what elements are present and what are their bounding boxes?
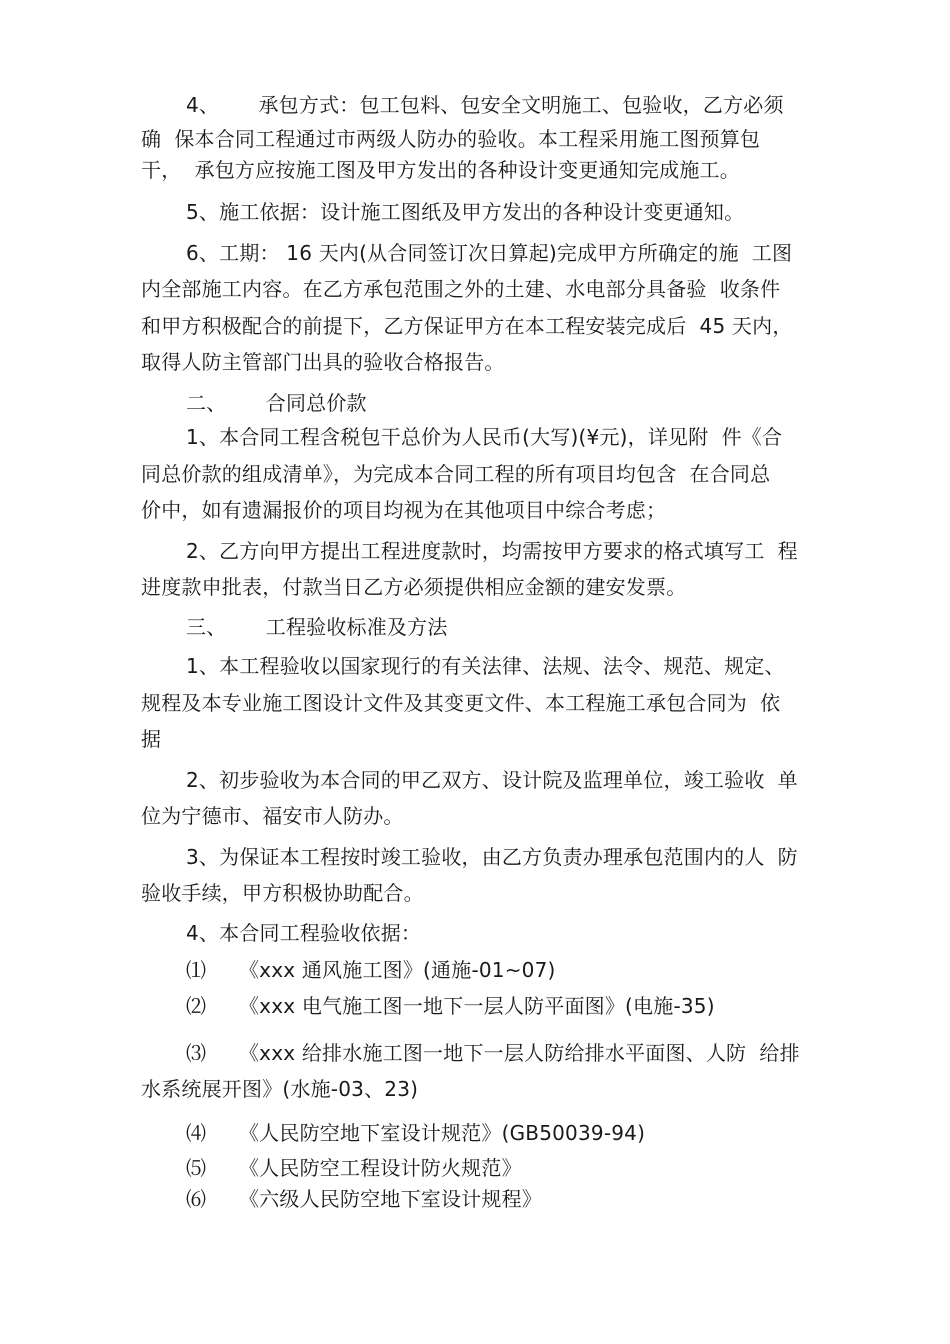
clause-4-line-3: 干， 承包方应按施工图及甲方发出的各种设计变更通知完成施工。 [141, 158, 740, 182]
section-3-item-3-line-2: 验收手续，甲方积极协助配合。 [141, 881, 424, 905]
section-2-item-1-line-3: 价中，如有遗漏报价的项目均视为在其他项目中综合考虑； [141, 498, 667, 522]
section-2-item-1-line-1: 1、本合同工程含税包干总价为人民币(大写)(¥元)，详见附 件《合 [186, 425, 783, 449]
section-3-item-1-line-2: 规程及本专业施工图设计文件及其变更文件、本工程施工承包合同为 依 [141, 691, 781, 715]
section-3-item-1-line-1: 1、本工程验收以国家现行的有关法律、法规、法令、规范、规定、 [186, 654, 785, 678]
clause-6-line-1: 6、工期： 16 天内(从合同签订次日算起)完成甲方所确定的施 工图 [186, 241, 793, 265]
section-2-item-2-line-2: 进度款申批表，付款当日乙方必须提供相应金额的建安发票。 [141, 575, 687, 599]
section-3-item-2-line-2: 位为宁德市、福安市人防办。 [141, 804, 404, 828]
section-3-item-3-line-1: 3、为保证本工程按时竣工验收，由乙方负责办理承包范围内的人 防 [186, 845, 798, 869]
section-3-heading: 三、 工程验收标准及方法 [186, 615, 448, 639]
basis-item-3-line-1: ⑶ 《xxx 给排水施工图一地下一层人防给排水平面图、人防 给排 [186, 1041, 800, 1065]
basis-item-2: ⑵ 《xxx 电气施工图一地下一层人防平面图》(电施-35) [186, 994, 715, 1018]
basis-item-6: ⑹ 《六级人民防空地下室设计规程》 [186, 1187, 542, 1211]
clause-4-line-2: 确 保本合同工程通过市两级人防办的验收。本工程采用施工图预算包 [141, 127, 761, 151]
clause-6-line-4: 取得人防主管部门出具的验收合格报告。 [141, 350, 505, 374]
section-2-heading: 二、 合同总价款 [186, 391, 367, 415]
section-2-item-2-line-1: 2、乙方向甲方提出工程进度款时，均需按甲方要求的格式填写工 程 [186, 539, 798, 563]
clause-6-line-2: 内全部施工内容。在乙方承包范围之外的土建、水电部分具备验 收条件 [141, 277, 781, 301]
clause-6-line-3: 和甲方积极配合的前提下，乙方保证甲方在本工程安装完成后 45 天内， [141, 314, 793, 338]
basis-item-1: ⑴ 《xxx 通风施工图》(通施-01~07) [186, 958, 556, 982]
clause-4-line-1: 4、 承包方式：包工包料、包安全文明施工、包验收，乙方必须 [186, 93, 784, 117]
section-3-item-2-line-1: 2、初步验收为本合同的甲乙双方、设计院及监理单位，竣工验收 单 [186, 768, 798, 792]
section-2-item-1-line-2: 同总价款的组成清单》，为完成本合同工程的所有项目均包含 在合同总 [141, 462, 771, 486]
clause-5-line-1: 5、施工依据：设计施工图纸及甲方发出的各种设计变更通知。 [186, 200, 745, 224]
section-3-item-4-line-1: 4、本合同工程验收依据： [186, 921, 422, 945]
basis-item-3-line-2: 水系统展开图》(水施-03、23) [141, 1077, 419, 1101]
section-3-item-1-line-3: 据 [141, 727, 162, 751]
basis-item-5: ⑸ 《人民防空工程设计防火规范》 [186, 1156, 522, 1180]
basis-item-4: ⑷ 《人民防空地下室设计规范》(GB50039-94) [186, 1121, 646, 1145]
